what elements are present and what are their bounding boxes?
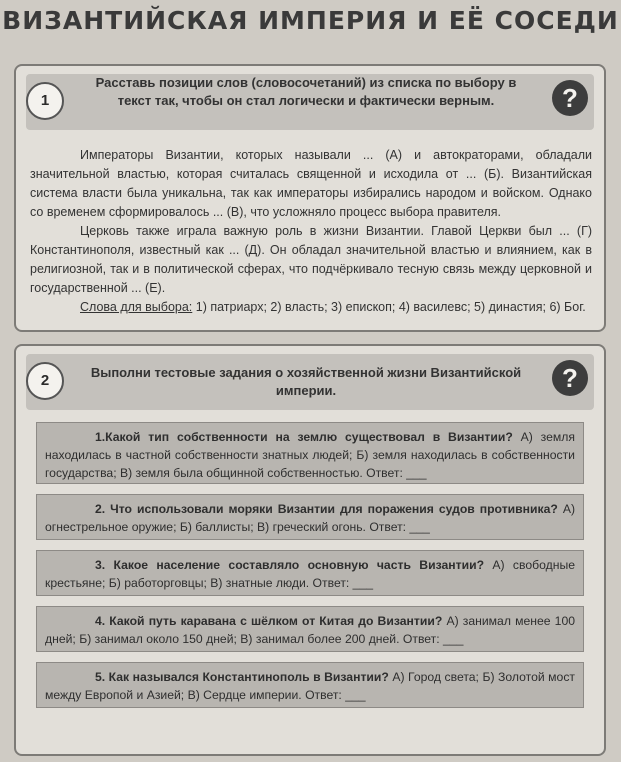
question-text: 4. Какой путь каравана с шёлком от Китая до Византии? xyxy=(95,614,443,628)
word-choices-list: 1) патриарх; 2) власть; 3) епископ; 4) василевс; 5) династия; 6) Бог. xyxy=(192,300,586,314)
test-question xyxy=(36,662,584,708)
page-title: ВИЗАНТИЙСКАЯ ИМПЕРИЯ И ЕЁ СОСЕДИ xyxy=(2,6,619,35)
answer-options: А) земля находилась в частной собственности знатных людей; Б) земля находилась в собственности государства; В) земля была общинной собственностью. Ответ: ___ xyxy=(45,430,575,480)
question-text: 5. Как назывался Константинополь в Византии? xyxy=(95,670,389,684)
word-choices-label: Слова для выбора: xyxy=(80,300,193,314)
answer-options: А) занимал менее 100 дней; Б) занимал около 150 дней; В) занимал более 200 дней. Ответ: ___ xyxy=(45,614,576,646)
answer-options: А) огнестрельное оружие; Б) баллисты; В) греческий огонь. Ответ: ___ xyxy=(45,502,576,534)
paragraph: Императоры Византии, которых называли ... (А) и автократорами, обладали значительной властью, которая считалась священной и исходила от ... (Б). Византийская система власти была уникальна, так как императоры избирались народом и войском. Однако со временем сформировалось ... (В), что усложняло процесс выбора правителя. xyxy=(30,148,592,219)
question-text: 1.Какой тип собственности на землю существовал в Византии? xyxy=(95,430,513,444)
answer-options: А) свободные крестьяне; Б) работорговцы; В) знатные люди. Ответ: ___ xyxy=(45,558,575,590)
task-2-number: 2 xyxy=(26,362,64,400)
question-text: 2. Что использовали моряки Византии для поражения судов противника? xyxy=(95,502,558,516)
test-question xyxy=(36,494,584,540)
task-1 xyxy=(14,64,606,332)
task-1-instruction: Расставь позиции слов (словосочетаний) из списка по выбору в текст так, чтобы он стал логически и фактически верным. xyxy=(95,75,517,108)
task-2-instruction: Выполни тестовые задания о хозяйственной жизни Византийской империи. xyxy=(90,365,522,398)
question-text: 3. Какое население составляло основную часть Византии? xyxy=(95,558,485,572)
test-question xyxy=(36,606,584,652)
question-icon: ? xyxy=(552,80,588,116)
question-icon: ? xyxy=(552,360,588,396)
test-question xyxy=(36,550,584,596)
task-1-text xyxy=(30,146,592,317)
paragraph: Церковь также играла важную роль в жизни Византии. Главой Церкви был ... (Г) Константинополя, известный как ... (Д). Он обладал значительной властью и влиянием, как в религиозной, так и в политической сферах, что подчёркивало тесную связь между церковной и государственной ... (Е). xyxy=(30,224,592,295)
test-question xyxy=(36,422,584,484)
answer-options: А) Город света; Б) Золотой мост между Европой и Азией; В) Сердце империи. Ответ: ___ xyxy=(45,670,576,702)
task-1-number: 1 xyxy=(26,82,64,120)
word-choices xyxy=(30,298,592,317)
task-2 xyxy=(14,344,606,756)
